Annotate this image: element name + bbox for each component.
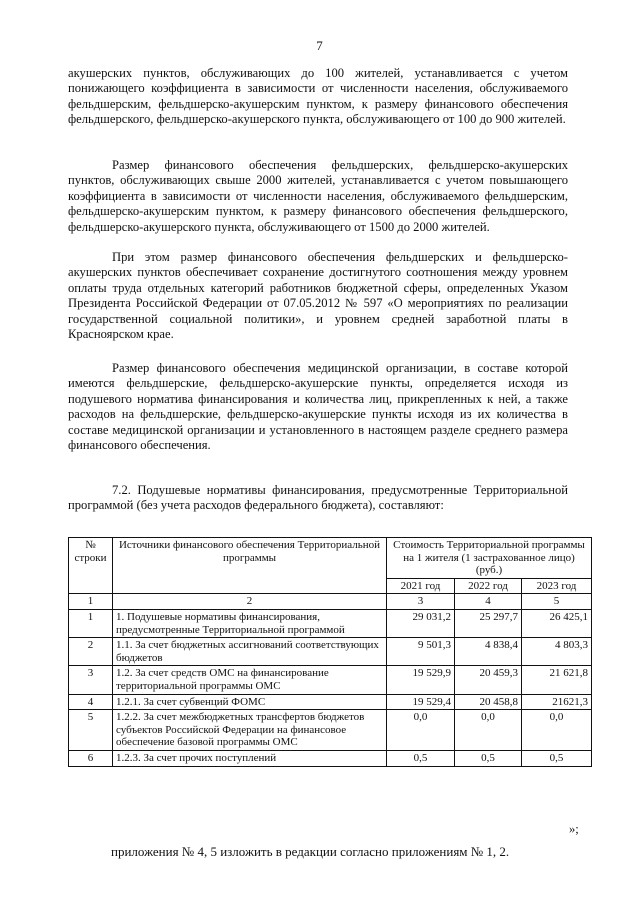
value-2021: 19 529,4 xyxy=(387,694,455,710)
value-2023: 21621,3 xyxy=(522,694,592,710)
index-cell: 1 xyxy=(69,594,113,610)
final-instruction: приложения № 4, 5 изложить в редакции согласно приложениям № 1, 2. xyxy=(111,844,510,859)
row-source: 1.2. За счет средств ОМС на финансирование территориальной программы ОМС xyxy=(113,666,387,694)
value-2021: 9 501,3 xyxy=(387,638,455,666)
table-row xyxy=(69,638,592,666)
header-source: Источники финансового обеспечения Территориальной программы xyxy=(113,538,387,594)
table-index-row xyxy=(69,594,592,610)
page-number: 7 xyxy=(316,38,323,53)
closing-quote: »; xyxy=(569,822,579,836)
value-2021: 19 529,9 xyxy=(387,666,455,694)
value-2022: 25 297,7 xyxy=(455,609,522,637)
value-2023: 4 803,3 xyxy=(522,638,592,666)
financing-table xyxy=(68,537,592,767)
header-year-2022: 2022 год xyxy=(455,578,522,594)
paragraph-1: акушерских пунктов, обслуживающих до 100 жителей, устанавливается с учетом понижающего коэффициента в зависимости от численности населения, обслуживаемого фельдшерским, фельдшерско-акушерским пунктом, к размеру финансового обеспечения фельдшерского, фельдшерско-акушерского пункта, обслуживающего от 100 до 900 жителей. xyxy=(68,66,568,127)
header-cost: Стоимость Территориальной программы на 1 жителя (1 застрахованное лицо) (руб.) xyxy=(387,538,592,579)
table-row xyxy=(69,750,592,766)
value-2023: 26 425,1 xyxy=(522,609,592,637)
row-source: 1.1. За счет бюджетных ассигнований соответствующих бюджетов xyxy=(113,638,387,666)
value-2022: 0,5 xyxy=(455,750,522,766)
table-row xyxy=(69,694,592,710)
row-number: 5 xyxy=(69,710,113,751)
value-2022: 4 838,4 xyxy=(455,638,522,666)
index-cell: 4 xyxy=(455,594,522,610)
table-row xyxy=(69,666,592,694)
value-2023: 0,5 xyxy=(522,750,592,766)
row-number: 6 xyxy=(69,750,113,766)
row-source: 1.2.1. За счет субвенций ФОМС xyxy=(113,694,387,710)
table-row xyxy=(69,710,592,751)
value-2023: 0,0 xyxy=(522,710,592,751)
value-2021: 0,0 xyxy=(387,710,455,751)
value-2022: 20 458,8 xyxy=(455,694,522,710)
table-header-row xyxy=(69,538,592,579)
paragraph-3: При этом размер финансового обеспечения фельдшерских и фельдшерско-акушерских пунктов обеспечивает сохранение достигнутого соотношения между уровнем оплаты труда отдельных категорий работников бюджетной сферы, определенных Указом Президента Российской Федерации от 07.05.2012 № 597 «О мероприятиях по реализации государственной социальной политики», и уровнем средней заработной платы в Красноярском крае. xyxy=(68,250,568,342)
row-number: 2 xyxy=(69,638,113,666)
row-source: 1.2.2. За счет межбюджетных трансфертов бюджетов субъектов Российской Федерации на финансовое обеспечение базовой программы ОМС xyxy=(113,710,387,751)
row-source: 1. Подушевые нормативы финансирования, предусмотренные Территориальной программой xyxy=(113,609,387,637)
index-cell: 5 xyxy=(522,594,592,610)
row-number: 1 xyxy=(69,609,113,637)
header-row-number: № строки xyxy=(69,538,113,594)
header-year-2023: 2023 год xyxy=(522,578,592,594)
row-source: 1.2.3. За счет прочих поступлений xyxy=(113,750,387,766)
paragraph-5: 7.2. Подушевые нормативы финансирования, предусмотренные Территориальной программой (без учета расходов федерального бюджета), составляют: xyxy=(68,483,568,513)
index-cell: 2 xyxy=(113,594,387,610)
value-2023: 21 621,8 xyxy=(522,666,592,694)
row-number: 3 xyxy=(69,666,113,694)
row-number: 4 xyxy=(69,694,113,710)
table-row xyxy=(69,609,592,637)
paragraph-4: Размер финансового обеспечения медицинской организации, в составе которой имеются фельдшерские, фельдшерско-акушерские пункты, определяется исходя из подушевого норматива финансирования и количества лиц, прикрепленных к ней, а также расходов на фельдшерские, фельдшерско-акушерские пункты исходя из их количества в составе медицинской организации и установленного в настоящем разделе среднего размера финансового обеспечения. xyxy=(68,361,568,453)
index-cell: 3 xyxy=(387,594,455,610)
paragraph-2: Размер финансового обеспечения фельдшерских, фельдшерско-акушерских пунктов, обслуживающих свыше 2000 жителей, устанавливается с учетом повышающего коэффициента в зависимости от численности населения, обслуживаемого фельдшерским, фельдшерско-акушерским пунктом, к размеру финансового обеспечения фельдшерского, фельдшерско-акушерского пункта, обслуживающего от 1500 до 2000 жителей. xyxy=(68,158,568,234)
value-2021: 29 031,2 xyxy=(387,609,455,637)
value-2021: 0,5 xyxy=(387,750,455,766)
value-2022: 0,0 xyxy=(455,710,522,751)
value-2022: 20 459,3 xyxy=(455,666,522,694)
header-year-2021: 2021 год xyxy=(387,578,455,594)
